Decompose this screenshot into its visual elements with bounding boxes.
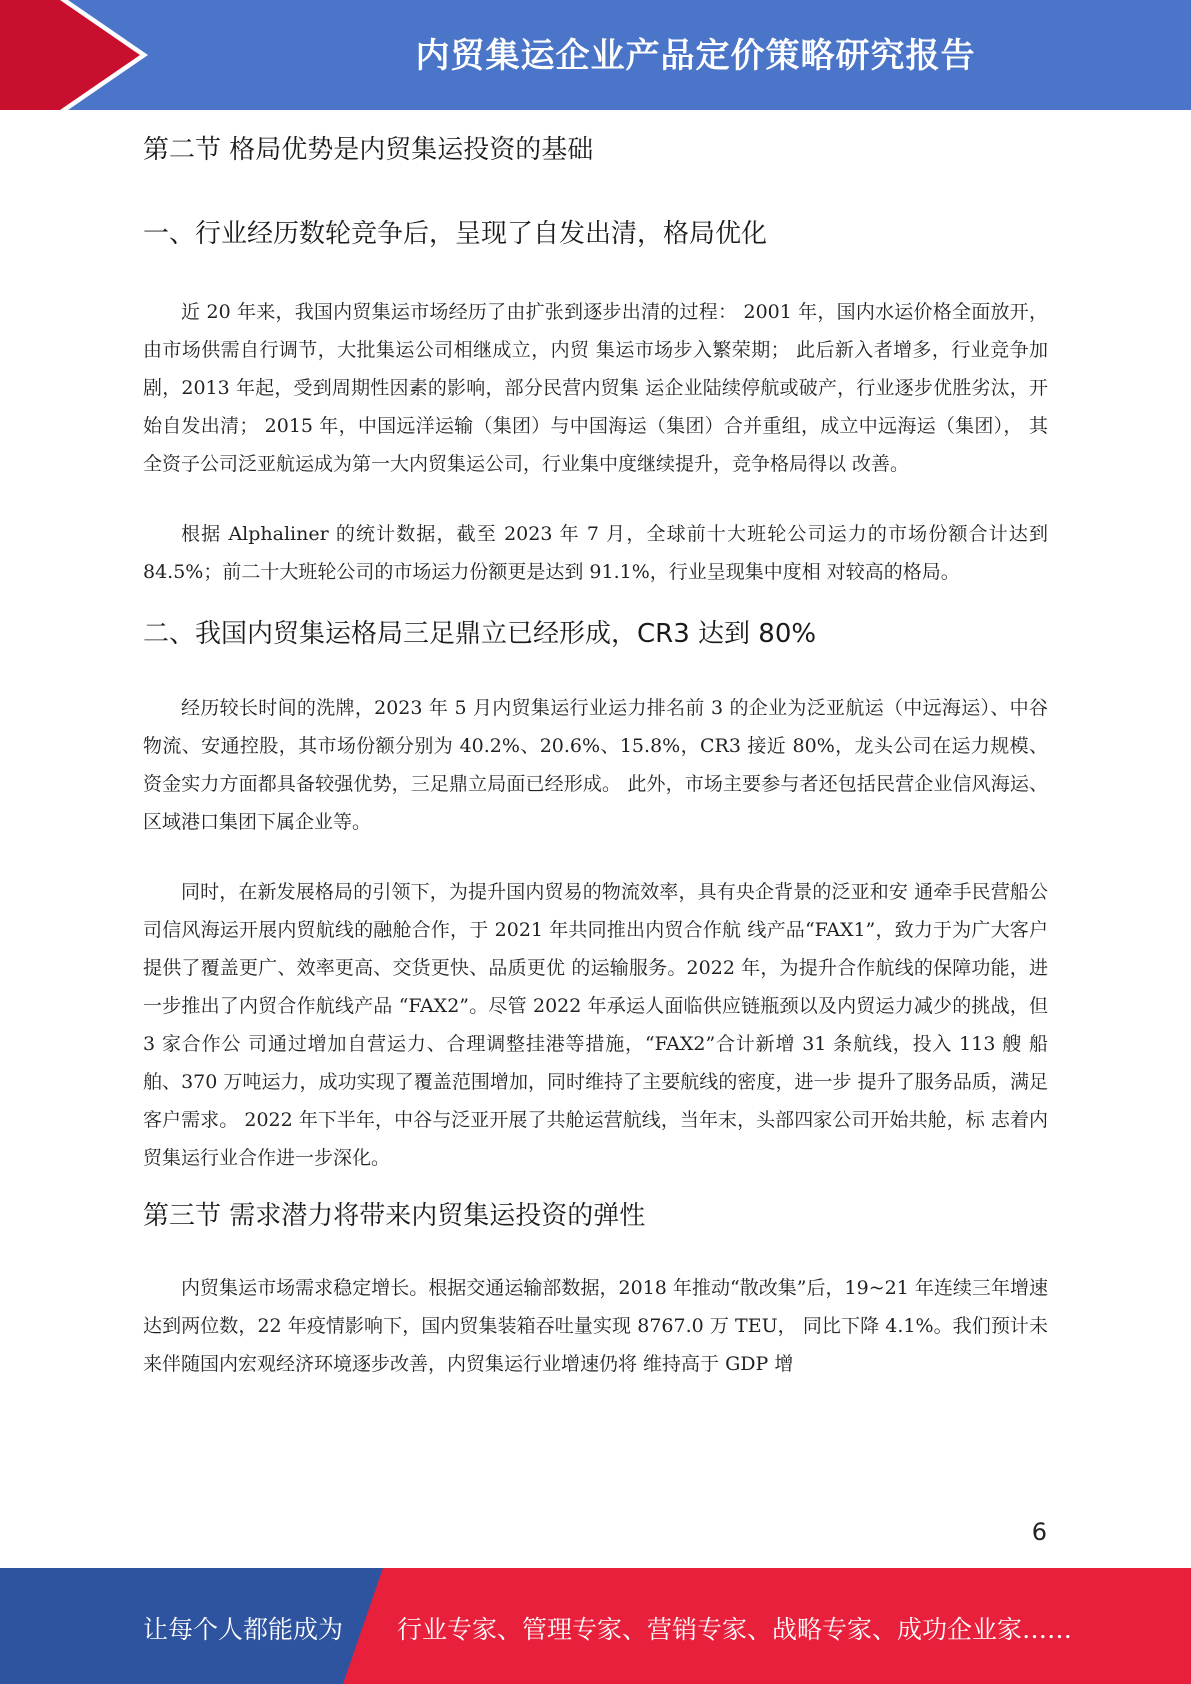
paragraph: 根据 Alphaliner 的统计数据，截至 2023 年 7 月，全球前十大班轮公司运力的市场份额合计达到 84.5%；前二十大班轮公司的市场运力份额更是达到 91.1%，行业呈现集中度相 对较高的格局。 [143,523,1048,583]
main-content [143,125,1048,1383]
report-title: 内贸集运企业产品定价策略研究报告 [415,36,976,76]
page-footer [0,1568,1191,1684]
header-arrow-decoration [0,0,150,110]
footer-slogan-right: 行业专家、管理专家、营销专家、战略专家、成功企业家…… [397,1615,1073,1644]
page-number: 6 [1031,1518,1047,1546]
section-heading: 第二节 格局优势是内贸集运投资的基础 [143,135,594,165]
paragraph: 同时，在新发展格局的引领下，为提升国内贸易的物流效率，具有央企背景的泛亚和安 通牵手民营船公司信风海运开展内贸航线的融舱合作，于 2021 年共同推出内贸合作航 线产品“FAX1”，致力于为广大客户提供了覆盖更广、效率更高、交货更快、品质更优 的运输服务。2022 年，为提升合作航线的保障功能，进一步推出了内贸合作航线产品 “FAX2”。尽管 2022 年承运人面临供应链瓶颈以及内贸运力减少的挑战，但 3 家合作公 司通过增加自营运力、合理调整挂港等措施，“FAX2”合计新增 31 条航线，投入 113 艘 船舶、370 万吨运力，成功实现了覆盖范围增加，同时维持了主要航线的密度，进一步 提升了服务品质，满足客户需求。 2022 年下半年，中谷与泛亚开展了共舱运营航线，当年末，头部四家公司开始共舱，标 志着内贸集运行业合作进一步深化。 [143,881,1048,1169]
page-header [0,0,1191,110]
paragraph: 内贸集运市场需求稳定增长。根据交通运输部数据，2018 年推动“散改集”后，19~21 年连续三年增速达到两位数，22 年疫情影响下，国内贸集装箱吞吐量实现 8767.0 万 TEU， 同比下降 4.1%。我们预计未来伴随国内宏观经济环境逐步改善，内贸集运行业增速仍将 维持高于 GDP 增 [143,1277,1048,1375]
section-heading: 第三节 需求潜力将带来内贸集运投资的弹性 [143,1201,646,1231]
footer-slogan-left: 让每个人都能成为 [143,1615,344,1644]
subsection-heading: 一、行业经历数轮竞争后，呈现了自发出清，格局优化 [143,219,768,249]
paragraph: 经历较长时间的洗牌，2023 年 5 月内贸集运行业运力排名前 3 的企业为泛亚航运（中远海运）、中谷物流、安通控股，其市场份额分别为 40.2%、20.6%、15.8%，CR3 接近 80%，龙头公司在运力规模、资金实力方面都具备较强优势，三足鼎立局面已经形成。 此外，市场主要参与者还包括民营企业信风海运、区域港口集团下属企业等。 [143,697,1048,833]
paragraph: 近 20 年来，我国内贸集运市场经历了由扩张到逐步出清的过程： 2001 年，国内水运价格全面放开，由市场供需自行调节，大批集运公司相继成立，内贸 集运市场步入繁荣期； 此后新入者增多，行业竞争加剧，2013 年起，受到周期性因素的影响，部分民营内贸集 运企业陆续停航或破产，行业逐步优胜劣汰，开始自发出清； 2015 年，中国远洋运输（集团）与中国海运（集团）合并重组，成立中远海运（集团）， 其全资子公司泛亚航运成为第一大内贸集运公司，行业集中度继续提升，竞争格局得以 改善。 [143,301,1048,475]
subsection-heading: 二、我国内贸集运格局三足鼎立已经形成，CR3 达到 80% [143,619,817,649]
